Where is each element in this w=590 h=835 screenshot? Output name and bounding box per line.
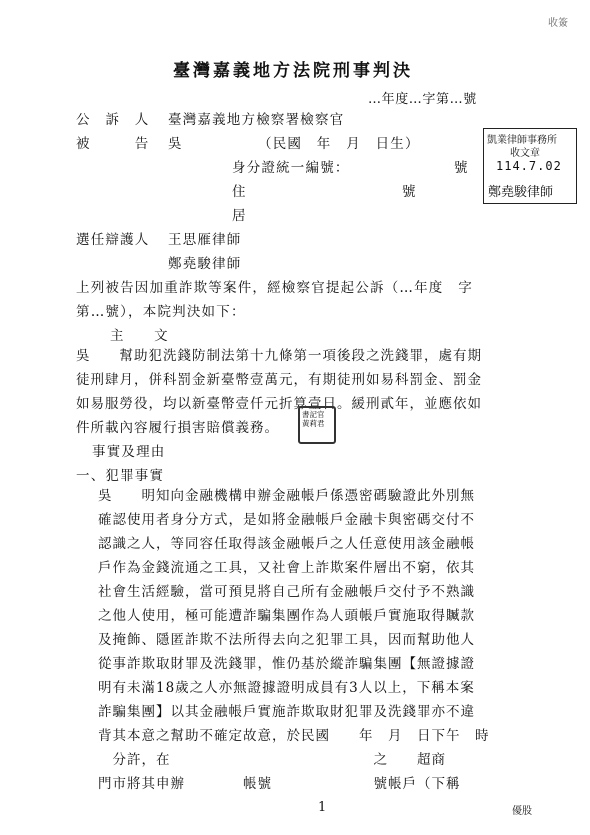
main-line: 徒刑肆月，併科罰金新臺幣壹萬元，有期徒刑如易科罰金、罰金	[76, 372, 482, 388]
page-title: 臺灣嘉義地方法院刑事判決	[173, 61, 413, 81]
facts-text	[98, 484, 490, 796]
corner-mark: 收簽	[548, 18, 568, 29]
prosecutor-label: 公 訴 人	[76, 112, 150, 128]
facts-line: 之他人使用，極可能遭詐騙集團作為人頭帳戶實施取得贓款	[98, 608, 475, 624]
id-label: 身分證統一編號：	[232, 160, 350, 176]
receipt-received: 收文章	[510, 148, 540, 159]
facts-line: 戶作為金錢流通之工具，又社會上詐欺案件層出不窮，依其	[98, 560, 475, 576]
receipt-firm: 凱業律師事務所	[487, 135, 557, 146]
facts-line: 分許，在 之 超商	[98, 752, 446, 768]
address-label: 住	[232, 184, 247, 200]
main-line: 件所載內容履行損害賠償義務。	[76, 420, 279, 436]
facts-heading: 事實及理由	[92, 444, 166, 460]
facts-line: 認識之人，等同容任取得該金融帳戶之人任意使用該金融帳	[98, 536, 475, 552]
defense-lawyer-1: 王思雁律師	[168, 232, 242, 248]
facts-line: 明有未滿18歲之人亦無證據證明成員有3人以上，下稱本案	[98, 680, 475, 696]
facts-line: 門市將其申辦 帳號 號帳戶（下稱	[98, 776, 461, 792]
facts-line: 確認使用者身分方式，是如將金融帳戶金融卡與密碼交付不	[98, 512, 475, 528]
main-line: 如易服勞役，均以新臺幣壹仟元折算壹日。緩刑貳年，並應依如	[76, 396, 482, 412]
page-number: 1	[318, 800, 327, 815]
facts-line: 社會生活經驗，當可預見將自己所有金融帳戶交付予不熟識	[98, 584, 475, 600]
facts-line: 及掩飾、隱匿詐欺不法所得去向之犯罪工具，因而幫助他人	[98, 632, 475, 648]
defendant-name: 吳	[168, 136, 183, 152]
defendant-birth: （民國 年 月 日生）	[258, 136, 420, 152]
defendant-label: 被 告	[76, 136, 150, 152]
residence-label: 居	[232, 208, 247, 224]
facts-line: 吳 明知向金融機構申辦金融帳戶係憑密碼驗證此外別無	[98, 488, 475, 504]
prosecutor-value: 臺灣嘉義地方檢察署檢察官	[168, 112, 345, 128]
clerk-seal	[298, 406, 336, 444]
clerk-seal-text: 書記官 黃莉君	[302, 410, 325, 428]
receipt-date: 114.7.02	[496, 159, 562, 173]
facts-line: 背其本意之幫助不確定故意，於民國 年 月 日下午 時	[98, 728, 490, 744]
main-line: 吳 幫助犯洗錢防制法第十九條第一項後段之洗錢罪，處有期	[76, 348, 482, 364]
main-heading: 主 文	[110, 328, 169, 344]
section-one-heading: 一、犯罪事實	[76, 468, 165, 484]
receipt-lawyer: 鄭堯駿律師	[488, 185, 554, 200]
defense-lawyer-2: 鄭堯駿律師	[168, 256, 242, 272]
intro-line-2: 第…號），本院判決如下：	[76, 304, 246, 320]
facts-line: 從事詐欺取財罪及洗錢罪，惟仍基於縱詐騙集團【無證據證	[98, 656, 475, 672]
address-suffix: 號	[402, 184, 417, 200]
receipt-stamp	[483, 128, 577, 204]
id-suffix: 號	[454, 160, 469, 176]
footer-mark: 優股	[512, 806, 532, 817]
facts-line: 詐騙集團】以其金融帳戶實施詐欺取財犯罪及洗錢罪亦不違	[98, 704, 475, 720]
case-number: …年度…字第…號	[368, 92, 477, 107]
defense-label: 選任辯護人	[76, 232, 150, 248]
main-text	[76, 344, 482, 440]
intro-line-1: 上列被告因加重詐欺等案件，經檢察官提起公訴（…年度 字	[76, 280, 473, 296]
